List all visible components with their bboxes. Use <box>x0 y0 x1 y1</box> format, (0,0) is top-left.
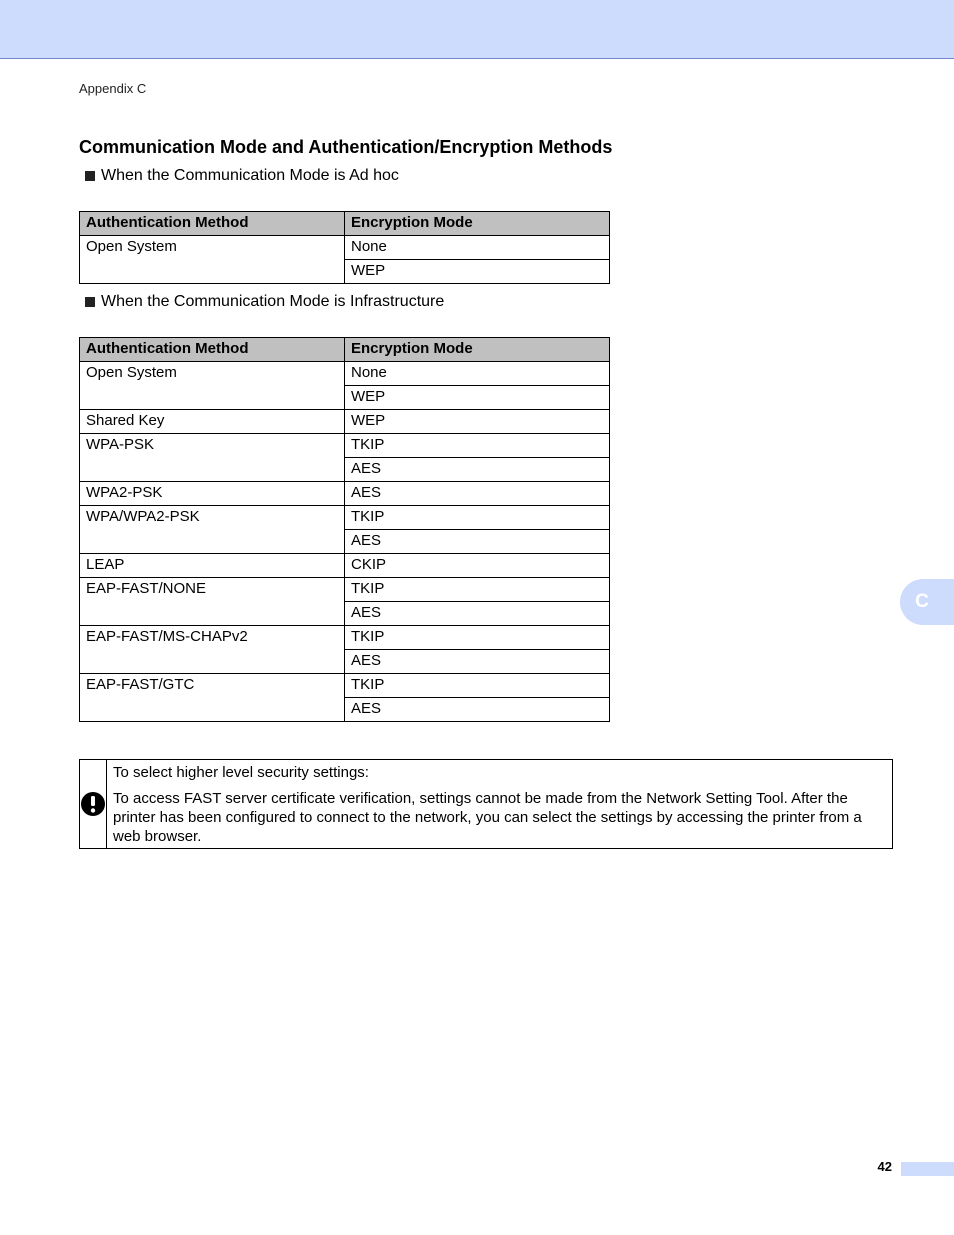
exclamation-icon <box>80 791 106 817</box>
table-row <box>80 482 610 506</box>
note-icon-cell <box>80 760 107 848</box>
bullet-adhoc-text: When the Communication Mode is Ad hoc <box>101 167 399 184</box>
adhoc-encryption-table <box>79 211 610 284</box>
encryption-mode-cell: TKIP <box>345 506 610 530</box>
encryption-mode-cell: AES <box>345 458 610 482</box>
encryption-mode-cell: WEP <box>345 386 610 410</box>
auth-method-cell: WPA2-PSK <box>80 482 345 506</box>
encryption-mode-cell: AES <box>345 530 610 554</box>
header-authentication-method: Authentication Method <box>80 212 345 236</box>
appendix-side-tab: C <box>900 579 954 625</box>
encryption-mode-cell: TKIP <box>345 674 610 698</box>
auth-method-cell: Open System <box>80 362 345 410</box>
note-text <box>107 760 892 848</box>
square-bullet-icon <box>85 297 95 307</box>
bullet-infrastructure-text: When the Communication Mode is Infrastructure <box>101 293 445 310</box>
breadcrumb: Appendix C <box>79 81 147 96</box>
table-row <box>80 506 610 530</box>
encryption-mode-cell: TKIP <box>345 626 610 650</box>
bullet-adhoc <box>85 167 399 185</box>
auth-method-cell: Shared Key <box>80 410 345 434</box>
page-number-bar <box>901 1162 954 1176</box>
encryption-mode-cell: None <box>345 362 610 386</box>
encryption-mode-cell: AES <box>345 482 610 506</box>
table-row <box>80 554 610 578</box>
table-row <box>80 362 610 386</box>
auth-method-cell: EAP-FAST/MS-CHAPv2 <box>80 626 345 674</box>
encryption-mode-cell: WEP <box>345 410 610 434</box>
square-bullet-icon <box>85 171 95 181</box>
encryption-mode-cell: WEP <box>345 260 610 284</box>
header-band <box>0 0 954 59</box>
table-row <box>80 236 610 260</box>
table-row <box>80 410 610 434</box>
encryption-mode-cell: TKIP <box>345 578 610 602</box>
table-row <box>80 578 610 602</box>
table-header-row <box>80 338 610 362</box>
encryption-mode-cell: AES <box>345 602 610 626</box>
section-title: Communication Mode and Authentication/Encryption Methods <box>79 137 613 157</box>
table-header-row <box>80 212 610 236</box>
note-box <box>79 759 893 849</box>
note-line-2: To access FAST server certificate verification, settings cannot be made from the Network Setting Tool. After the printer has been configured to connect to the network, you can select the settings by accessing the printer from a web browser. <box>113 790 862 845</box>
auth-method-cell: EAP-FAST/NONE <box>80 578 345 626</box>
encryption-mode-cell: CKIP <box>345 554 610 578</box>
table-row <box>80 626 610 650</box>
auth-method-cell: WPA-PSK <box>80 434 345 482</box>
bullet-infrastructure <box>85 293 444 311</box>
encryption-mode-cell: AES <box>345 650 610 674</box>
table-row <box>80 434 610 458</box>
encryption-mode-cell: AES <box>345 698 610 722</box>
page-number: 42 <box>877 1159 892 1174</box>
encryption-mode-cell: None <box>345 236 610 260</box>
auth-method-cell: WPA/WPA2-PSK <box>80 506 345 554</box>
header-encryption-mode: Encryption Mode <box>345 212 610 236</box>
auth-method-cell: EAP-FAST/GTC <box>80 674 345 722</box>
header-encryption-mode: Encryption Mode <box>345 338 610 362</box>
note-line-1: To select higher level security settings: <box>113 764 369 781</box>
table-row <box>80 674 610 698</box>
auth-method-cell: LEAP <box>80 554 345 578</box>
header-authentication-method: Authentication Method <box>80 338 345 362</box>
infrastructure-encryption-table <box>79 337 610 722</box>
auth-method-cell: Open System <box>80 236 345 284</box>
encryption-mode-cell: TKIP <box>345 434 610 458</box>
